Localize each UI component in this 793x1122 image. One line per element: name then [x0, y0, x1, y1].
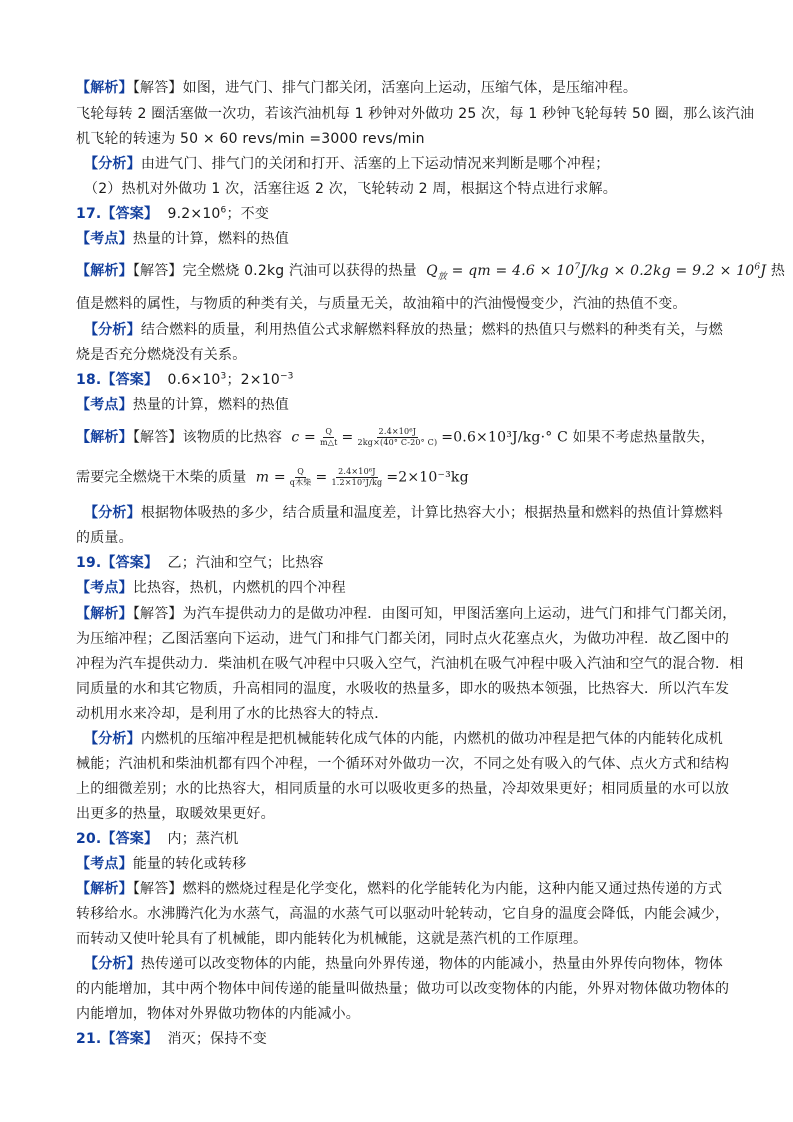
jiexi-label: 【解析】 — [76, 881, 133, 897]
jieda-label: 【解答】 — [132, 429, 183, 446]
q17-kaodian-line — [76, 229, 723, 249]
q20-line-0: 燃料的燃烧过程是化学变化，燃料的化学能转化为内能，这种内能又通过热传递的方式 — [182, 881, 723, 897]
jieda-label: 【解答】 — [132, 881, 183, 897]
daan-label: 【答案】 — [101, 206, 159, 222]
kaodian-label: 【考点】 — [76, 580, 133, 596]
daan-label: 【答案】 — [101, 831, 159, 847]
q19-line-4: 动机用水来冷却，是利用了水的比热容大的特点． — [76, 706, 389, 722]
q19-analysis-3: 出更多的热量，取暖效果更好。 — [76, 806, 275, 822]
q16-analysis1: 由进气门、排气门的关闭和打开、活塞的上下运动情况来判断是哪个冲程； — [140, 156, 610, 172]
q17-solution-line — [76, 261, 786, 282]
q18-result2: =2×10⁻³kg — [386, 469, 469, 486]
jiexi-label: 【解析】 — [76, 606, 133, 622]
daan-label: 【答案】 — [101, 372, 159, 388]
q18-c-eq: c = — [291, 429, 316, 446]
q17-number: 17. — [76, 206, 102, 222]
q20-analysis-1: 的内能增加，其中两个物体中间传递的能量叫做热量；做功可以改变物体的内能，外界对物体做功物体的 — [76, 981, 730, 997]
fenxi-label: 【分析】 — [84, 505, 141, 521]
q20-answer-line — [76, 829, 723, 849]
q18-fraction-1: $\frac{Q}{m\triangle t}$ — [319, 427, 338, 447]
q20-analysis-2: 内能增加，物体对外界做功物体的内能减小。 — [76, 1006, 360, 1022]
q18-answer-pre: 0.6×10 — [167, 372, 221, 388]
q18-line2: 需要完全燃烧干木柴的质量 m = $\frac{Q}{\text{q木柴}}$ = $\frac{\text{2.4×10⁶J}}{\text{1.2×10⁷J/kg}}$ =2×10⁻³kg — [76, 467, 469, 487]
q16-solution-line — [76, 78, 723, 98]
q17-line2: 值是燃料的属性，与物质的种类有关，与质量无关，故油箱中的汽油慢慢变少，汽油的热值不变。 — [76, 296, 687, 312]
q17-tail: 热 — [770, 263, 786, 279]
q18-line2-pre: 需要完全燃烧干木柴的质量 — [76, 469, 247, 486]
fenxi-label: 【分析】 — [84, 322, 141, 338]
q21-answer-line — [76, 1029, 723, 1049]
q18-result1: =0.6×10³J/kg·° C 如果不考虑热量散失， — [441, 429, 715, 446]
q18-kaodian-line — [76, 395, 723, 415]
q17-formula: $Q_放$ = qm = $4.6 \times 10^7J/kg \times 0.2kg = 9.2 \times 10^6J$ — [426, 262, 767, 282]
q20-line-1: 转移给水。水沸腾汽化为水蒸气，高温的水蒸气可以驱动叶轮转动，它自身的温度会降低，内能会减少， — [76, 906, 730, 922]
q20-analysis-line — [84, 954, 723, 974]
q17-kaodian: 热量的计算，燃料的热值 — [132, 231, 290, 247]
q18-answer-line: 18.【答案】 $0.6\times 10^3$；$2\times 10^{-3}$ — [76, 371, 294, 388]
q18-fraction-4: $\frac{\text{2.4×10⁶J}}{\text{1.2×10⁷J/kg}}$ — [331, 467, 383, 487]
q18-m-eq: m = — [255, 469, 286, 486]
q17-analysis1: 结合燃料的质量，利用热值公式求解燃料释放的热量；燃料的热值只与燃料的种类有关，与燃 — [140, 322, 724, 338]
q16-analysis-line — [84, 154, 723, 174]
daan-label: 【答案】 — [101, 555, 159, 571]
jieda-label: 【解答】 — [132, 263, 183, 279]
jieda-label: 【解答】 — [132, 80, 183, 96]
q19-analysis-2: 上的细微差别；水的比热容大，相同质量的水可以吸收更多的热量，冷却效果更好；相同质量的水可以放 — [76, 781, 730, 797]
q17-answer-pre: 9.2×10 — [167, 206, 221, 222]
q17-answer-line — [76, 204, 723, 224]
fenxi-label: 【分析】 — [84, 956, 141, 972]
q17-answer-post: ；不变 — [226, 206, 270, 222]
kaodian-label: 【考点】 — [76, 397, 133, 413]
fenxi-label: 【分析】 — [84, 156, 141, 172]
fenxi-label: 【分析】 — [84, 731, 141, 747]
q18-fraction-2: $\frac{\text{2.4×10⁶J}}{2kg\times(40^\circ C-20^\circ C)}$ — [357, 427, 438, 447]
q18-jieda-pre: 该物质的比热容 — [182, 429, 283, 446]
q18-analysis-line — [84, 503, 723, 523]
q19-number: 19. — [76, 555, 102, 571]
q16-line3: 机飞轮的转速为 50 × 60 revs/min =3000 revs/min — [76, 131, 425, 147]
q19-solution-line — [76, 604, 737, 624]
q19-analysis-line — [84, 729, 723, 749]
q18-number: 18. — [76, 372, 102, 388]
q17-jieda-pre: 完全燃烧 0.2kg 汽油可以获得的热量 — [182, 263, 417, 279]
q19-line-1: 为压缩冲程；乙图活塞向下运动，进气门和排气门都关闭，同时点火花塞点火，为做功冲程．故乙图中的 — [76, 631, 730, 647]
q16-line2: 飞轮每转 2 圈活塞做一次功，若该汽油机每 1 秒钟对外做功 25 次，每 1 秒钟飞轮每转 50 圈，那么该汽油 — [76, 106, 755, 122]
q20-solution-line — [76, 879, 723, 899]
q19-kaodian: 比热容，热机，内燃机的四个冲程 — [132, 580, 346, 596]
q18-analysis1: 根据物体吸热的多少，结合质量和温度差，计算比热容大小；根据热量和燃料的热值计算燃料 — [140, 505, 724, 521]
q20-analysis-0: 热传递可以改变物体的内能，热量向外界传递，物体的内能减小，热量由外界传向物体，物体 — [140, 956, 724, 972]
jiexi-label: 【解析】 — [76, 80, 133, 96]
q17-analysis2: 烧是否充分燃烧没有关系。 — [76, 347, 247, 363]
q18-analysis2: 的质量。 — [76, 530, 133, 546]
q18-fraction-3: $\frac{Q}{\text{q木柴}}$ — [289, 467, 312, 487]
q19-kaodian-line — [76, 578, 723, 598]
q16-analysis2: （2）热机对外做功 1 次，活塞往返 2 次，飞轮转动 2 周，根据这个特点进行求解。 — [84, 181, 617, 197]
q19-line-2: 冲程为汽车提供动力．柴油机在吸气冲程中只吸入空气，汽油机在吸气冲程中吸入汽油和空气的混合物．相 — [76, 656, 744, 672]
q16-answer-text: 如图，进气门、排气门都关闭，活塞向上运动，压缩气体，是压缩冲程。 — [182, 80, 638, 96]
kaodian-label: 【考点】 — [76, 856, 133, 872]
q19-line-3: 同质量的水和其它物质，升高相同的温度，水吸收的热量多，即水的吸热本领强，比热容大．所以汽车发 — [76, 681, 730, 697]
q18-solution-line: 【解析】【解答】该物质的比热容 c = $\frac{Q}{m\triangle t}$ = $\frac{\text{2.4×10⁶J}}{2kg\times(40^\circ C-20^\circ C)}$ =0.6×10³J/kg·° C 如果不考虑热量散失， — [76, 427, 715, 447]
q18-kaodian: 热量的计算，燃料的热值 — [132, 397, 290, 413]
kaodian-label: 【考点】 — [76, 231, 133, 247]
q20-kaodian-line — [76, 854, 723, 874]
jiexi-label: 【解析】 — [76, 429, 133, 446]
daan-label: 【答案】 — [101, 1031, 159, 1047]
q19-analysis-1: 械能；汽油机和柴油机都有四个冲程，一个循环对外做功一次，不同之处有吸入的气体、点火方式和结构 — [76, 756, 730, 772]
q20-answer: 内；蒸汽机 — [167, 831, 239, 847]
q20-number: 20. — [76, 831, 102, 847]
q19-line-0: 为汽车提供动力的是做功冲程．由图可知，甲图活塞向上运动，进气门和排气门都关闭， — [182, 606, 737, 622]
jiexi-label: 【解析】 — [76, 263, 133, 279]
q17-analysis-line — [84, 320, 723, 340]
jieda-label: 【解答】 — [132, 606, 183, 622]
q19-analysis-0: 内燃机的压缩冲程是把机械能转化成气体的内能，内燃机的做功冲程是把气体的内能转化成机 — [140, 731, 724, 747]
q20-kaodian: 能量的转化或转移 — [132, 856, 247, 872]
q19-answer: 乙；汽油和空气；比热容 — [167, 555, 324, 571]
q20-line-2: 而转动又使叶轮具有了机械能，即内能转化为机械能，这就是蒸汽机的工作原理。 — [76, 931, 588, 947]
q17-answer-exp: 6 — [220, 205, 227, 216]
q19-answer-line — [76, 553, 723, 573]
q21-answer: 消灭；保持不变 — [167, 1031, 267, 1047]
q21-number: 21. — [76, 1031, 102, 1047]
